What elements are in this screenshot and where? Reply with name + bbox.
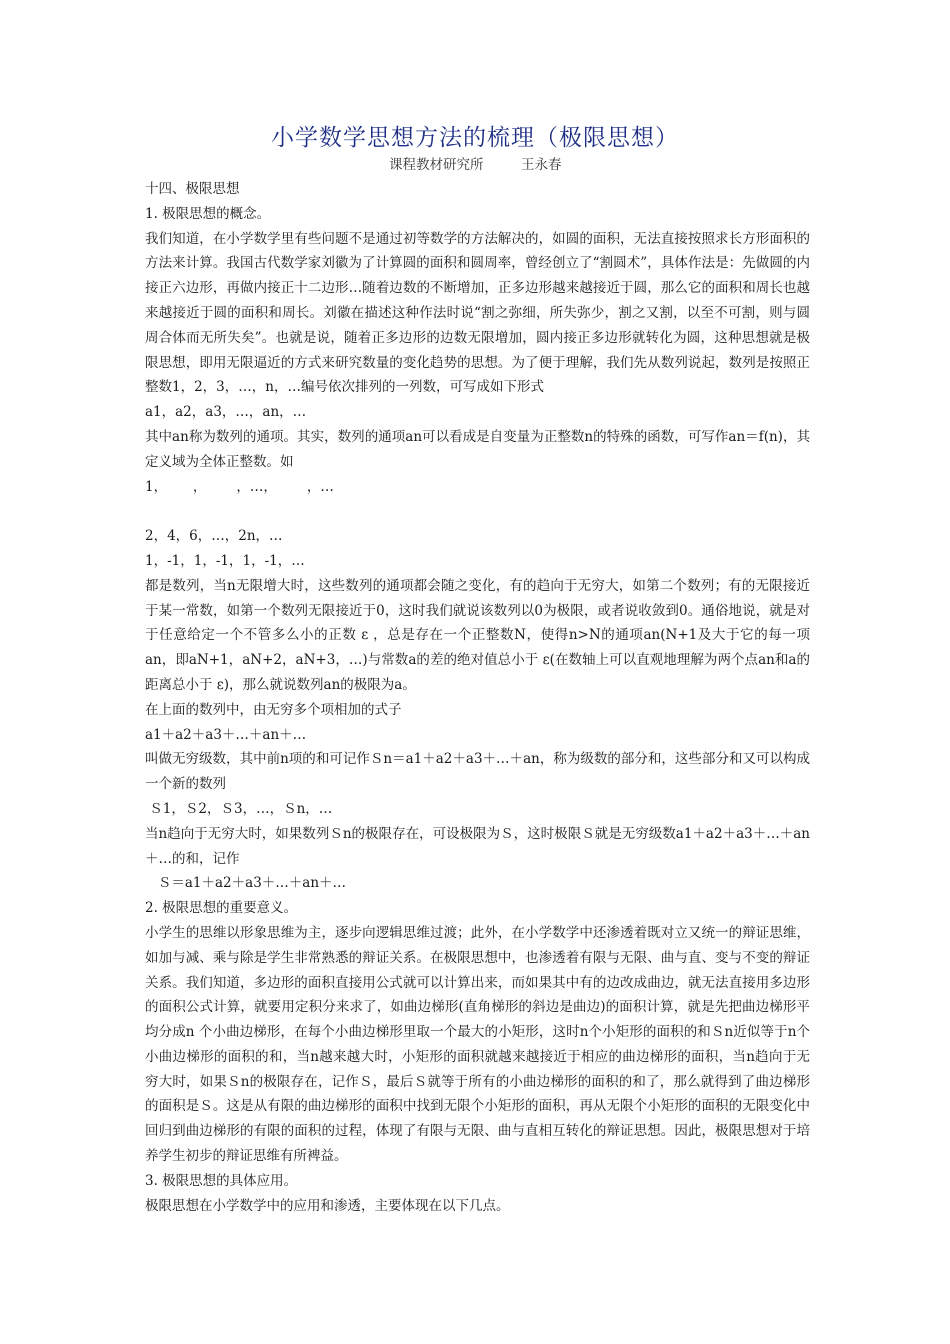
section-heading: 十四、极限思想 [145, 181, 240, 197]
subsection-heading: 3. 极限思想的具体应用。 [145, 1172, 298, 1189]
document-title: 小学数学思想方法的梳理（极限思想） [271, 125, 679, 151]
sequence-formula: a1，a2，a3，…，an，… [145, 404, 307, 421]
paragraph: 叫做无穷级数，其中前n项的和可记作Ｓn＝a1＋a2＋a3＋…＋an，称为级数的部分和，这些部分和又可以构成一个新的数列 [145, 751, 810, 793]
subsection-heading: 2. 极限思想的重要意义。 [145, 900, 298, 917]
sequence-example: 2，4，6，…，2n，… [145, 528, 283, 545]
paragraph: 当n趋向于无穷大时，如果数列Ｓn的极限存在，可设极限为Ｓ，这时极限Ｓ就是无穷级数a1＋a2＋a3＋…＋an＋…的和，记作 [145, 825, 810, 867]
subsection-heading: 1. 极限思想的概念。 [145, 205, 271, 222]
series-formula: a1＋a2＋a3＋…＋an＋… [145, 726, 307, 743]
paragraph: 在上面的数列中，由无穷多个项相加的式子 [145, 701, 402, 718]
sequence-example: 1， ， ，…， ，… [145, 478, 334, 495]
paragraph: 小学生的思维以形象思维为主，逐步向逻辑思维过渡；此外，在小学数学中还渗透着既对立又统一的辩证思维，如加与减、乘与除是学生非常熟悉的辩证关系。在极限思想中，也渗透着有限与无限、曲与直、变与不变的辩证关系。我们知道，多边形的面积直接用公式就可以计算出来，而如果其中有的边改成曲边，就无法直接用多边形的面积公式计算，就要用定积分来求了，如曲边梯形(直角梯形的斜边是曲边)的面积计算，就是先把曲边梯形平均分成n 个小曲边梯形，在每个小曲边梯形里取一个最大的小矩形，这时n个小矩形的面积的和Ｓn近似等于n个小曲边梯形的面积的和，当n越来越大时，小矩形的面积就越来越接近于相应的曲边梯形的面积，当n趋向于无穷大时，如果Ｓn的极限存在，记作Ｓ，最后Ｓ就等于所有的小曲边梯形的面积的和了，那么就得到了曲边梯形的面积是Ｓ。这是从有限的曲边梯形的面积中找到无限个小矩形的面积，再从无限个小矩形的面积的无限变化中回归到曲边梯形的有限的面积的过程，体现了有限与无限、曲与直相互转化的辩证思想。因此，极限思想对于培养学生初步的辩证思维有所裨益。 [145, 924, 810, 1165]
paragraph: 我们知道，在小学数学里有些问题不是通过初等数学的方法解决的，如圆的面积，无法直接按照求长方形面积的方法来计算。我国古代数学家刘徽为了计算圆的面积和圆周率，曾经创立了“割圆术”，具体作法是：先做圆的内接正六边形，再做内接正十二边形…随着边数的不断增加，正多边形越来越接近于圆，那么它的面积和周长也越来越接近于圆的面积和周长。刘徽在描述这种作法时说“割之弥细，所失弥少，割之又割，以至不可割，则与圆周合体而无所失矣”。也就是说，随着正多边形的边数无限增加，圆内接正多边形就转化为圆，这种思想就是极限思想，即用无限逼近的方式来研究数量的变化趋势的思想。为了便于理解，我们先从数列说起，数列是按照正整数1，2，3，…，n，…编号依次排列的一列数，可写成如下形式 [145, 230, 810, 396]
blank-line [145, 499, 810, 524]
series-sum-formula: Ｓ＝a1＋a2＋a3＋…＋an＋… [145, 875, 347, 892]
paragraph: 其中an称为数列的通项。其实，数列的通项an可以看成是自变量为正整数n的特殊的函数，可写作an＝f(n)，其定义域为全体正整数。如 [145, 428, 810, 470]
document-body [145, 177, 810, 1218]
author-name: 王永春 [521, 157, 562, 173]
author-institution: 课程教材研究所 [389, 157, 484, 173]
paragraph: 极限思想在小学数学中的应用和渗透，主要体现在以下几点。 [145, 1197, 510, 1214]
partial-sum-sequence: Ｓ1，Ｓ2，Ｓ3，…，Ｓn，… [145, 800, 333, 817]
paragraph: 都是数列，当n无限增大时，这些数列的通项都会随之变化，有的趋向于无穷大，如第二个数列；有的无限接近于某一常数，如第一个数列无限接近于0，这时我们就说该数列以0为极限，或者说收敛到0。通俗地说，就是对于任意给定一个不管多么小的正数 ε ，总是存在一个正整数N，使得n>N的通项an(N+1及大于它的每一项an，即aN+1，aN+2，aN+3，…)与常数a的差的绝对值总小于 ε(在数轴上可以直观地理解为两个点an和a的距离总小于 ε)，那么就说数列an的极限为a。 [145, 577, 810, 693]
sequence-example: 1，-1，1，-1，1，-1，… [145, 552, 305, 569]
